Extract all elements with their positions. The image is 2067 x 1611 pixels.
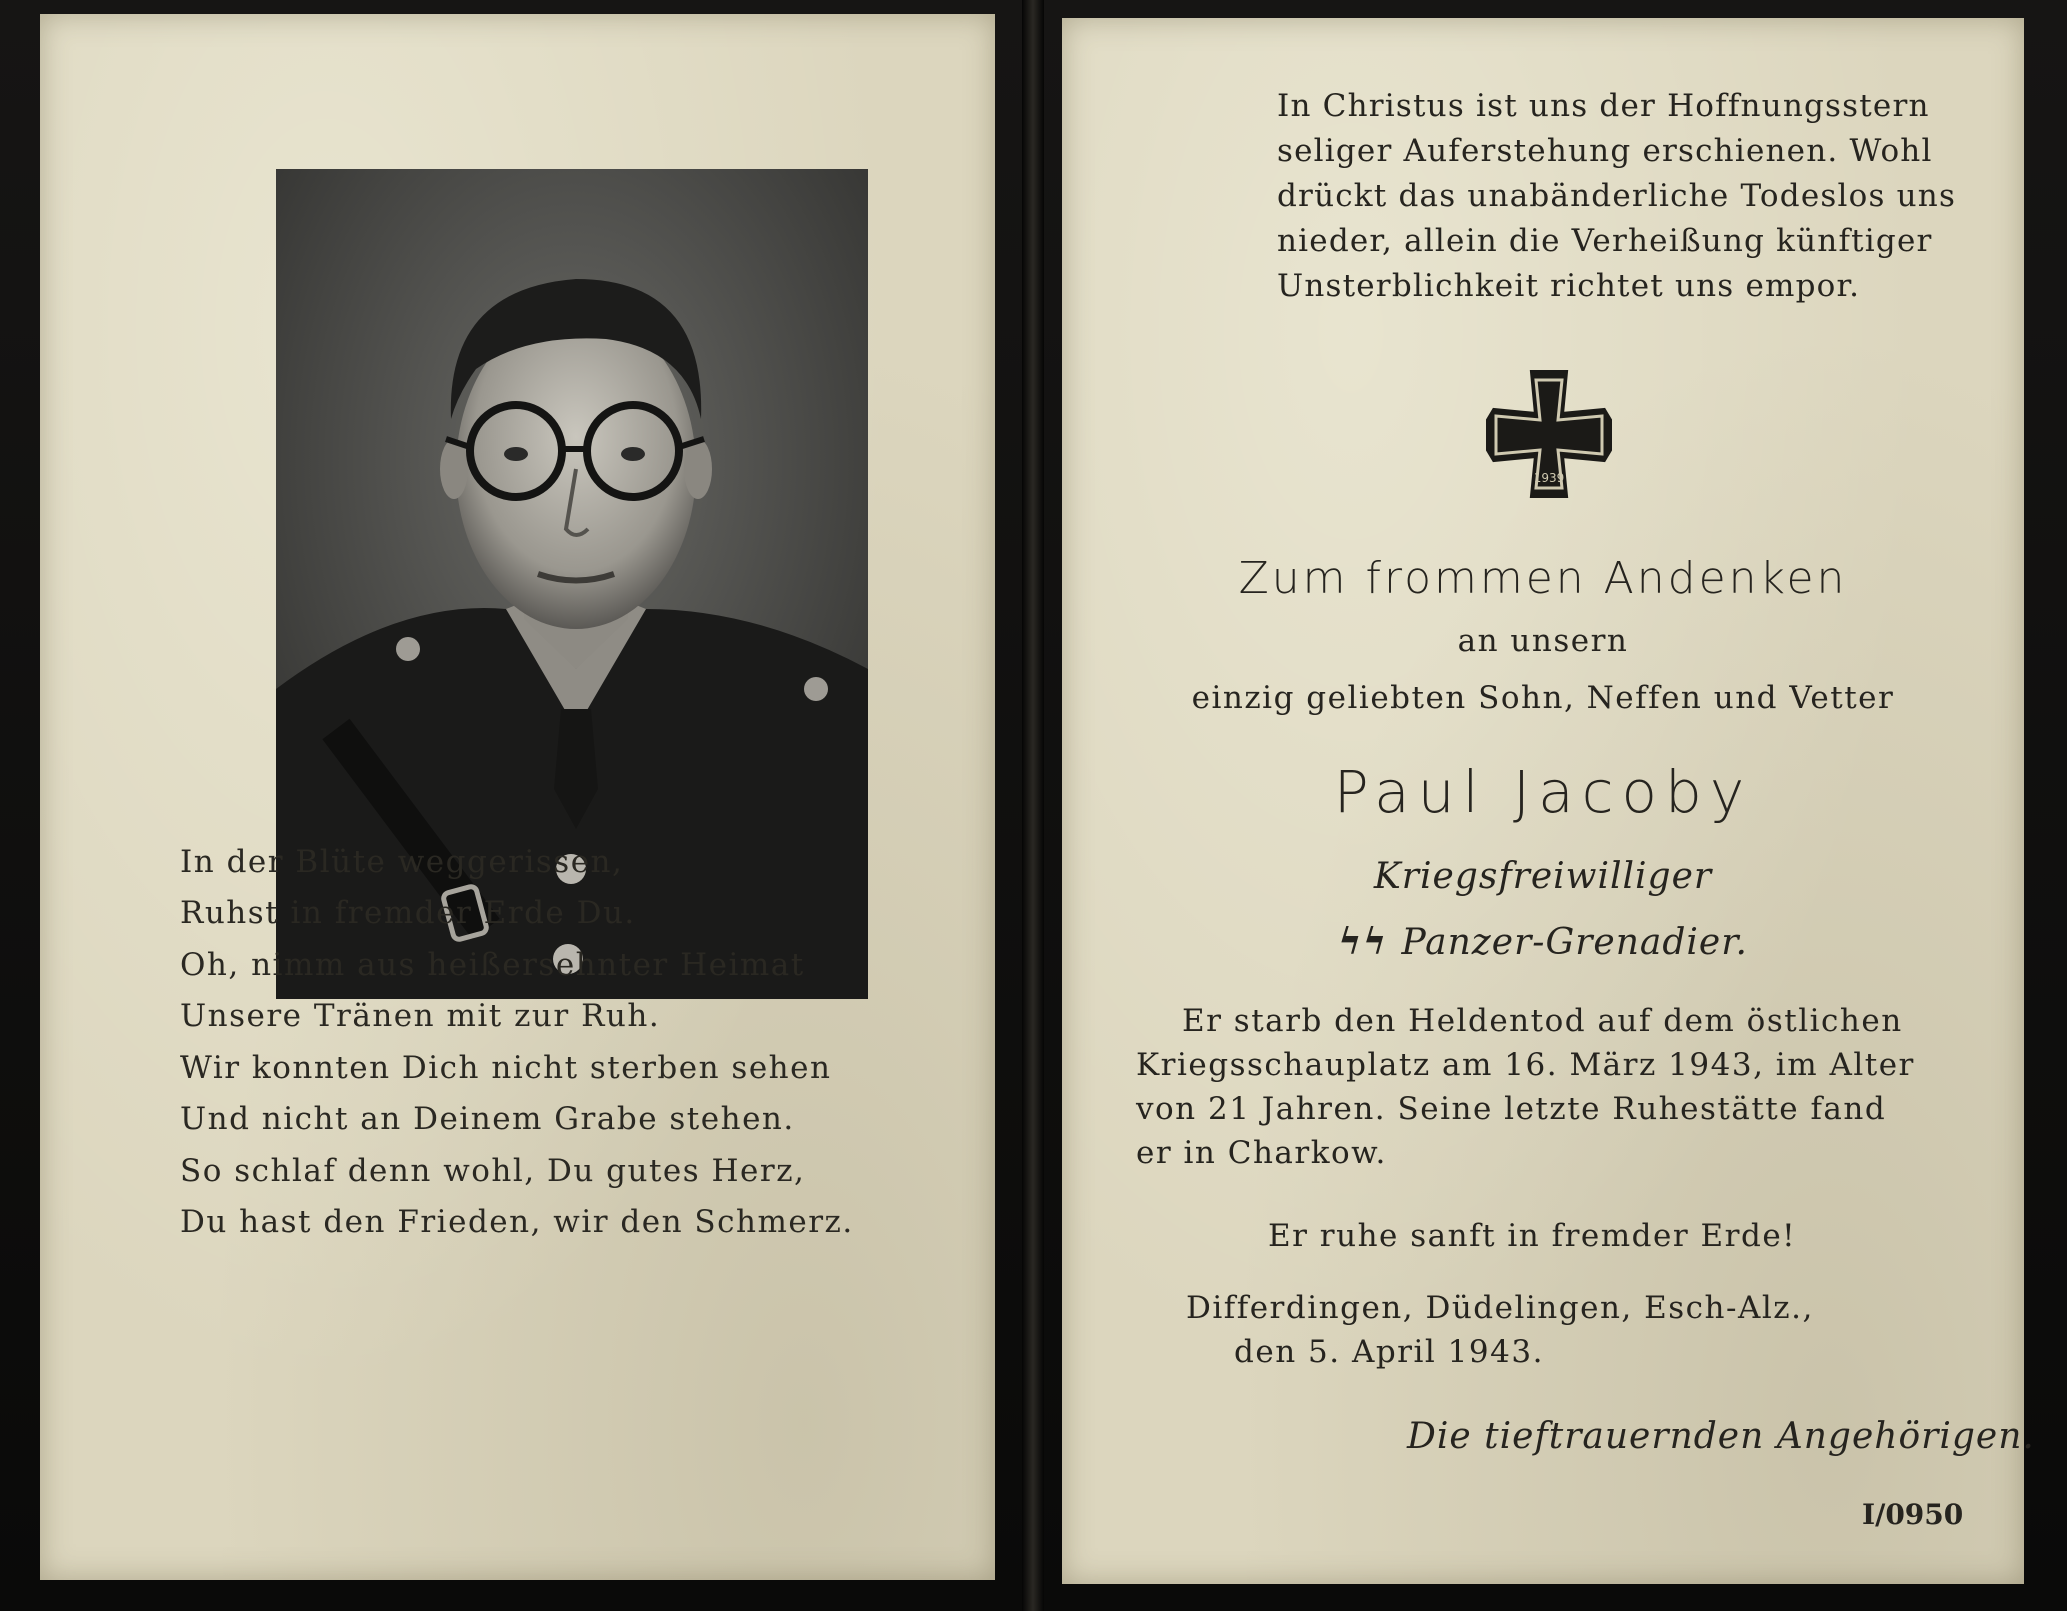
catalog-number: I/0950	[1862, 1498, 1964, 1531]
place-line: Differdingen, Düdelingen, Esch-Alz.,	[1186, 1290, 1814, 1326]
rank-line: Kriegsfreiwilliger	[1373, 856, 1713, 897]
deceased-name: Paul Jacoby	[1333, 758, 1753, 826]
poem-line: Wir konnten Dich nicht sterben sehen	[180, 1050, 832, 1086]
poem-line: Unsere Tränen mit zur Ruh.	[180, 998, 661, 1034]
date-line: den 5. April 1943.	[1234, 1334, 1544, 1370]
poem-line: Und nicht an Deinem Grabe stehen.	[180, 1101, 795, 1137]
intro-line: In Christus ist uns der Hoffnungsstern	[1277, 88, 1930, 124]
death-text-line: von 21 Jahren. Seine letzte Ruhestätte fand	[1136, 1091, 1887, 1127]
intro-line: nieder, allein die Verheißung künftiger	[1277, 223, 1933, 259]
poem-line: In der Blüte weggerissen,	[180, 844, 624, 880]
death-text-line: Kriegsschauplatz am 16. März 1943, im Alter	[1136, 1047, 1915, 1083]
death-text-line: er in Charkow.	[1136, 1135, 1387, 1171]
subtitle-line: einzig geliebten Sohn, Neffen und Vetter	[1191, 680, 1895, 716]
left-panel	[40, 14, 995, 1580]
rank-line	[1062, 921, 2024, 963]
right-panel	[1062, 18, 2035, 1584]
iron-cross-icon	[1484, 368, 1614, 502]
cross-year: 1939	[1533, 471, 1565, 485]
intro-line: seliger Auferstehung erschienen. Wohl	[1277, 133, 1933, 169]
subtitle-line: an unsern	[1457, 623, 1629, 659]
ss-runes-symbol: ϟϟ	[1338, 921, 1388, 963]
signature-line: Die tieftrauernden Angehörigen.	[1407, 1416, 2035, 1457]
blessing-line: Er ruhe sanft in fremder Erde!	[1268, 1218, 1797, 1254]
intro-line: Unsterblichkeit richtet uns empor.	[1277, 268, 1861, 304]
card-fold	[1022, 0, 1044, 1611]
death-text-line: Er starb den Heldentod auf dem östlichen	[1182, 1003, 1903, 1039]
rank-text: Panzer-Grenadier.	[1401, 922, 1748, 963]
poem-line: Ruhst in fremder Erde Du.	[180, 895, 636, 931]
memorial-title: Zum frommen Andenken	[1238, 553, 1848, 604]
intro-line: drückt das unabänderliche Todeslos uns	[1277, 178, 1957, 214]
poem-line: Oh, nimm aus heißersehnter Heimat	[180, 947, 805, 983]
poem-line: Du hast den Frieden, wir den Schmerz.	[180, 1204, 854, 1240]
poem-line: So schlaf denn wohl, Du gutes Herz,	[180, 1153, 806, 1189]
